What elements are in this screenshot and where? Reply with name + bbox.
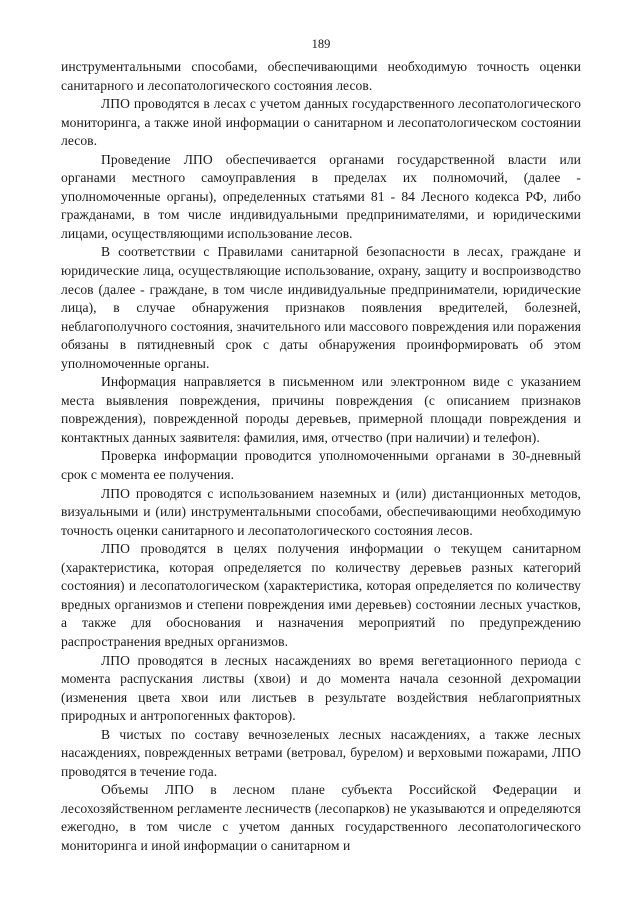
paragraph-continuation: инструментальными способами, обеспечивающими необходимую точность оценки санитарного и лесопатологического состояния лесов. — [61, 59, 581, 93]
paragraph-vegetation-period: ЛПО проводятся в лесных насаждениях во время вегетационного периода с момента распускания листвы (хвои) и до момента начала сезонной дехромации (изменения цвета хвои или листьев в результате воздействия неблагоприятных природных и антропогенных факторов). — [61, 652, 581, 724]
document-page — [61, 36, 581, 856]
paragraph-lpo-monitoring: ЛПО проводятся в лесах с учетом данных государственного лесопатологического мониторинга, а также иной информации о санитарном и лесопатологическом состоянии лесов. — [61, 96, 581, 149]
paragraph-evergreen-stands: В чистых по составу вечнозеленых лесных насаждениях, а также лесных насаждениях, поврежденных ветрами (ветровал, бурелом) и верховыми пожарами, ЛПО проводятся в течение года. — [61, 726, 581, 779]
paragraph-methods: ЛПО проводятся с использованием наземных и (или) дистанционных методов, визуальными и (или) инструментальными способами, обеспечивающими необходимую точность оценки санитарного и лесопатологического состояния лесов. — [61, 485, 581, 538]
paragraph-volumes: Объемы ЛПО в лесном плане субъекта Российской Федерации и лесохозяйственном регламенте лесничеств (лесопарков) не указываются и определяются ежегодно, в том числе с учетом данных государственного лесопатологического мониторинга и иной информации о санитарном и — [61, 782, 581, 853]
page-number: 189 — [311, 37, 331, 51]
paragraph-information-submission: Информация направляется в письменном или электронном виде с указанием места выявления повреждения, причины повреждения (с описанием признаков повреждения), поврежденной породы деревьев, примерной площади повреждения и контактных данных заявителя: фамилия, имя, отчество (при наличии) и телефон). — [61, 374, 581, 445]
paragraph-purpose: ЛПО проводятся в целях получения информации о текущем санитарном (характеристика, которая определяется по количеству деревьев разных категорий состояния) и лесопатологическом (характеристика, которая определяется по количеству вредных организмов и степени повреждения ими деревьев) состоянии лесных участков, а также для обоснования и назначения мероприятий по предупреждению распространения вредных организмов. — [61, 541, 581, 649]
paragraph-verification: Проверка информации проводится уполномоченными органами в 30-дневный срок с момента ее получения. — [61, 448, 581, 483]
paragraph-lpo-authorities: Проведение ЛПО обеспечивается органами государственной власти или органами местного самоуправления в пределах их полномочий, (далее - уполномоченные органы), определенных статьями 81 - 84 Лесного кодекса РФ, либо гражданами, в том числе индивидуальными предпринимателями, и юридическими лицами, осуществляющими использование лесов. — [61, 151, 581, 241]
paragraph-sanitary-rules: В соответствии с Правилами санитарной безопасности в лесах, граждане и юридические лица, осуществляющие использование, охрану, защиту и воспроизводство лесов (далее - граждане, в том числе индивидуальные предприниматели, юридические лица), в случае обнаружения признаков появления вредителей, болезней, неблагополучного состояния, значительного или массового повреждения или поражения обязаны в пятидневный срок с даты обнаружения проинформировать об этом уполномоченные органы. — [61, 244, 581, 371]
